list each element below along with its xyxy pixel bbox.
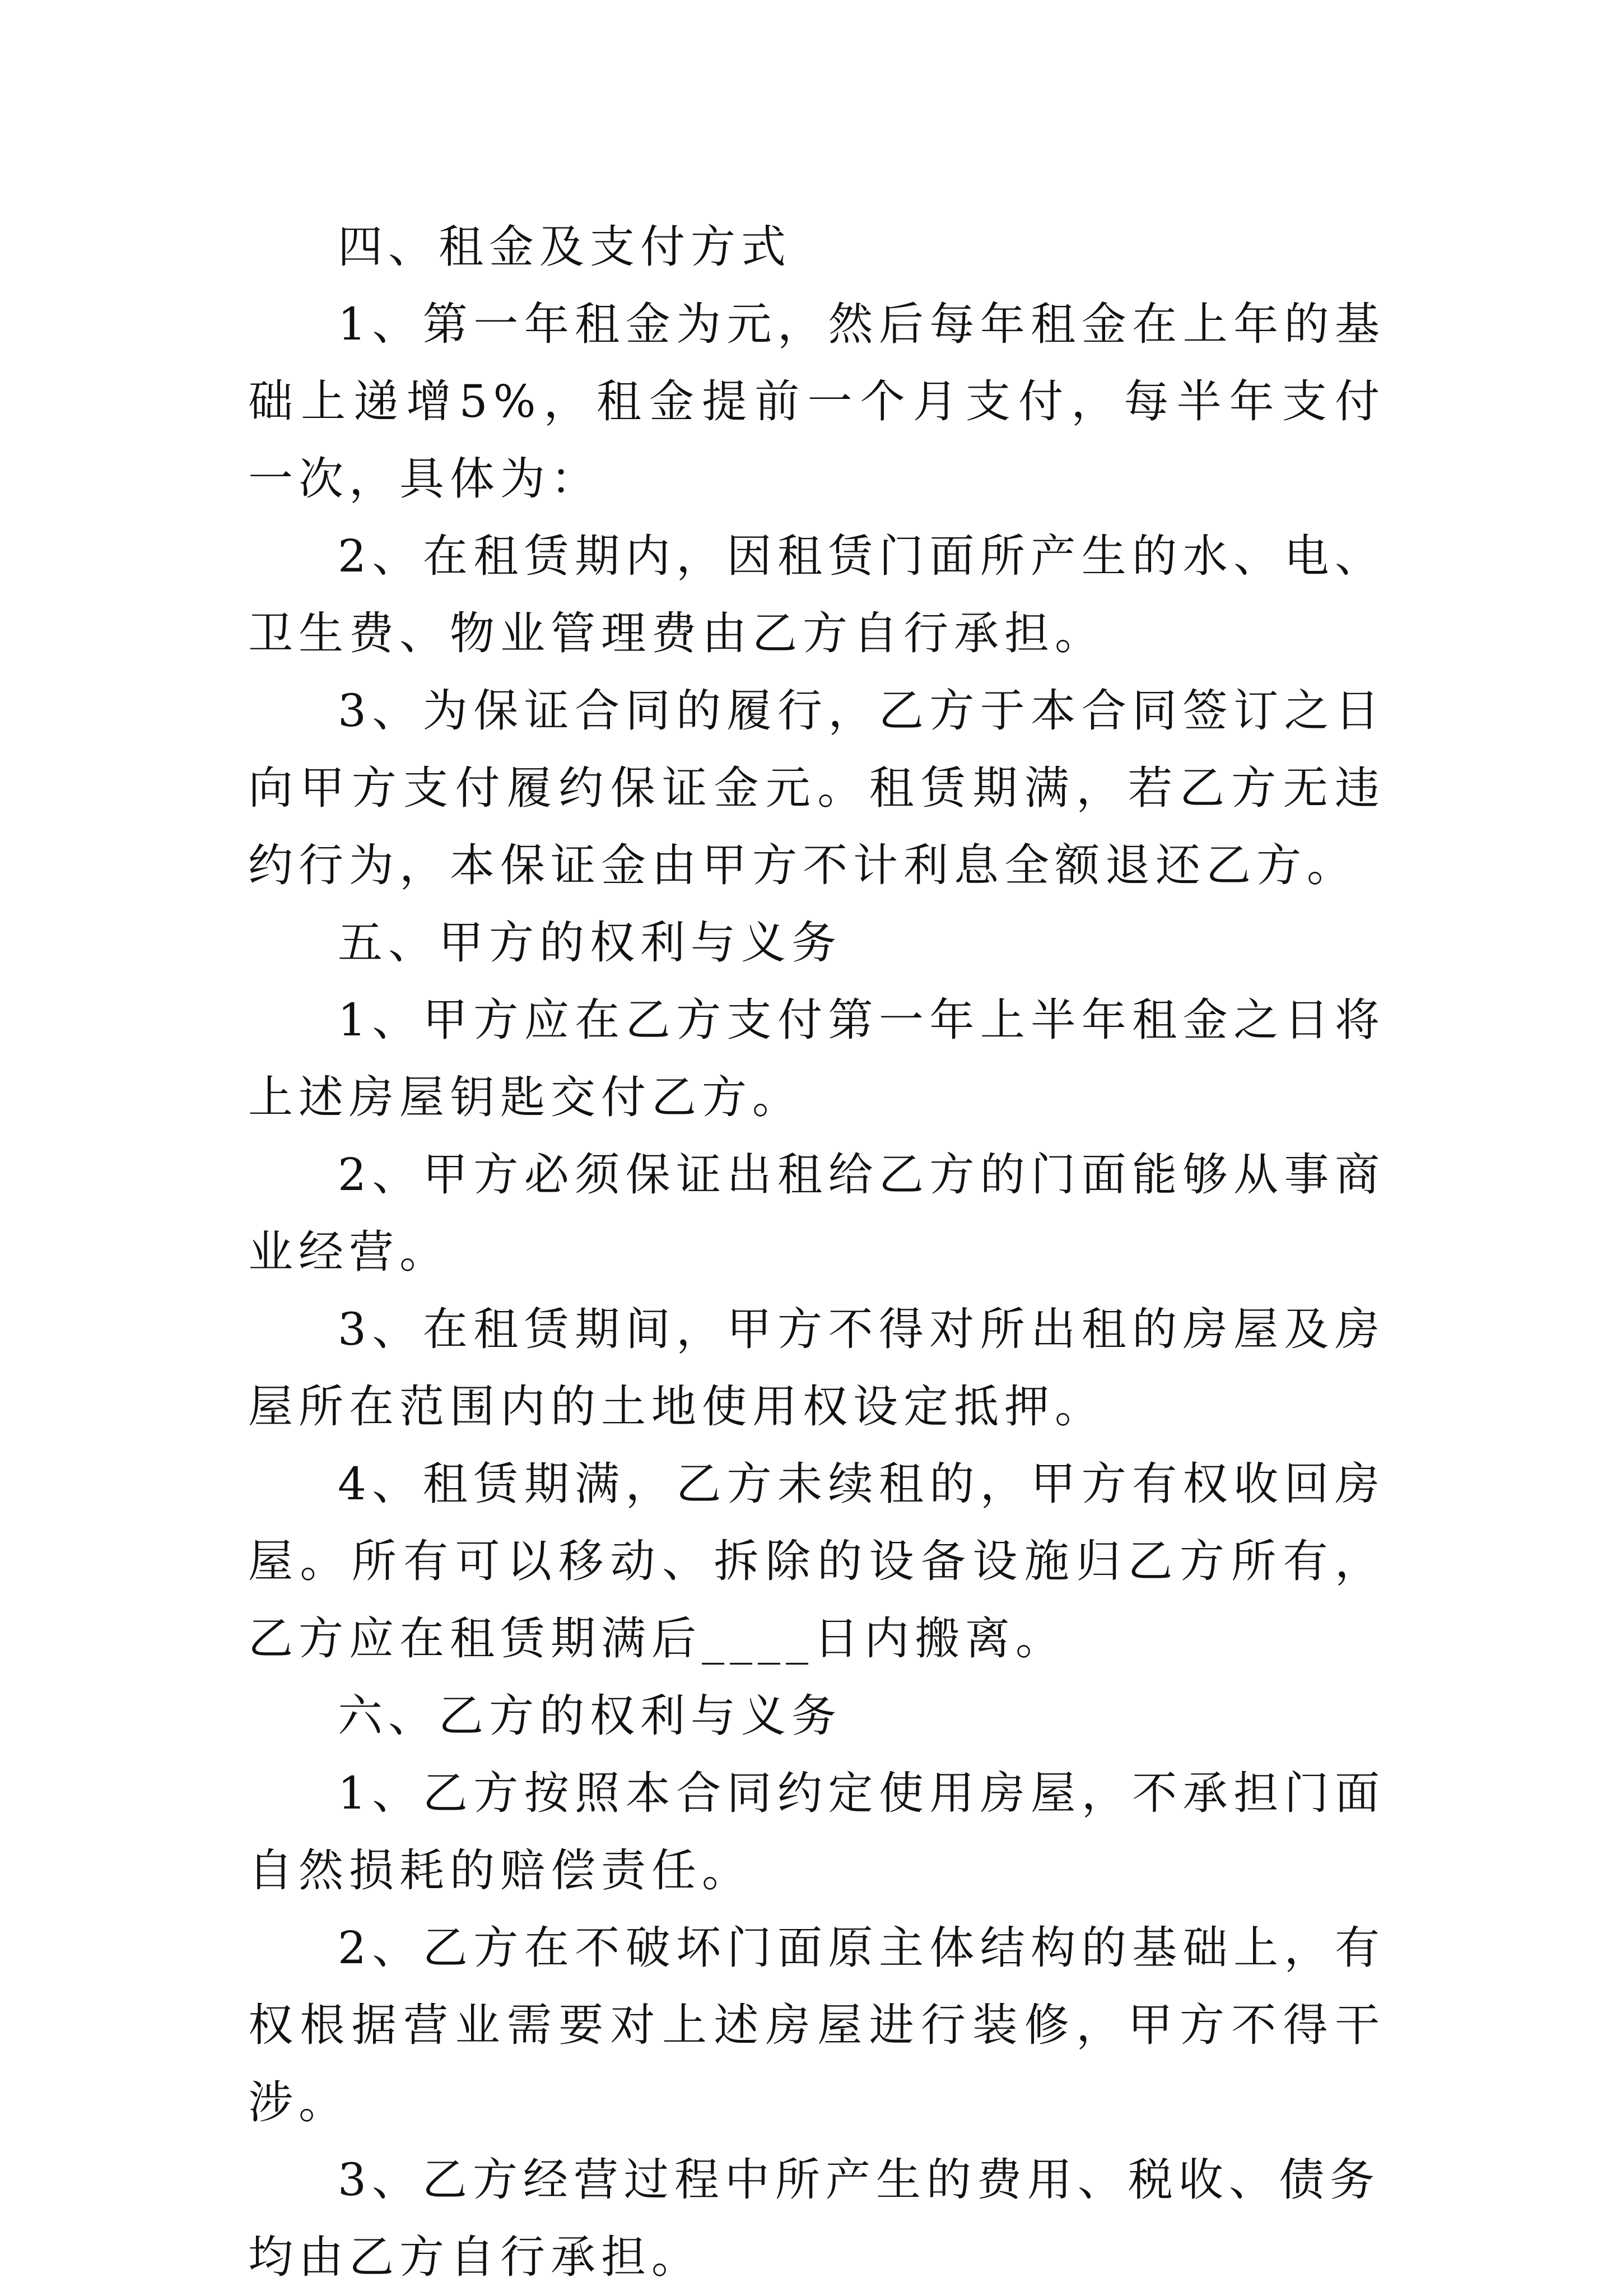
- paragraph-deposit: 3、为保证合同的履行，乙方于本合同签订之日向甲方支付履约保证金元。租赁期满，若乙方无违约行为，本保证金由甲方不计利息全额退还乙方。: [248, 685, 1385, 891]
- paragraph-party-a-business: 2、甲方必须保证出租给乙方的门面能够从事商业经营。: [248, 1149, 1385, 1278]
- paragraph-party-b-renovation: 2、乙方在不破坏门面原主体结构的基础上，有权根据营业需要对上述房屋进行装修，甲方不得干涉。: [248, 1922, 1385, 2128]
- document-body: [248, 208, 1385, 2296]
- paragraph-party-a-expiry: 4、租赁期满，乙方未续租的，甲方有权收回房屋。所有可以移动、拆除的设备设施归乙方所有，乙方应在租赁期满后____日内搬离。: [248, 1458, 1385, 1665]
- section-heading-party-b: 六、乙方的权利与义务: [338, 1690, 842, 1742]
- paragraph-party-a-mortgage: 3、在租赁期间，甲方不得对所出租的房屋及房屋所在范围内的土地使用权设定抵押。: [248, 1303, 1385, 1433]
- paragraph-party-b-expenses: 3、乙方经营过程中所产生的费用、税收、债务均由乙方自行承担。: [248, 2154, 1380, 2283]
- section-heading-rent-payment: 四、租金及支付方式: [338, 221, 791, 273]
- paragraph-utilities: 2、在租赁期内，因租赁门面所产生的水、电、卫生费、物业管理费由乙方自行承担。: [248, 530, 1385, 659]
- paragraph-rent-first-year: 1、第一年租金为元，然后每年租金在上年的基础上递增5%，租金提前一个月支付，每半年支付一次，具体为：: [248, 298, 1385, 505]
- section-heading-party-a: 五、甲方的权利与义务: [338, 917, 842, 969]
- paragraph-party-b-use: 1、乙方按照本合同约定使用房屋，不承担门面自然损耗的赔偿责任。: [248, 1767, 1385, 1897]
- paragraph-party-a-keys: 1、甲方应在乙方支付第一年上半年租金之日将上述房屋钥匙交付乙方。: [248, 994, 1385, 1123]
